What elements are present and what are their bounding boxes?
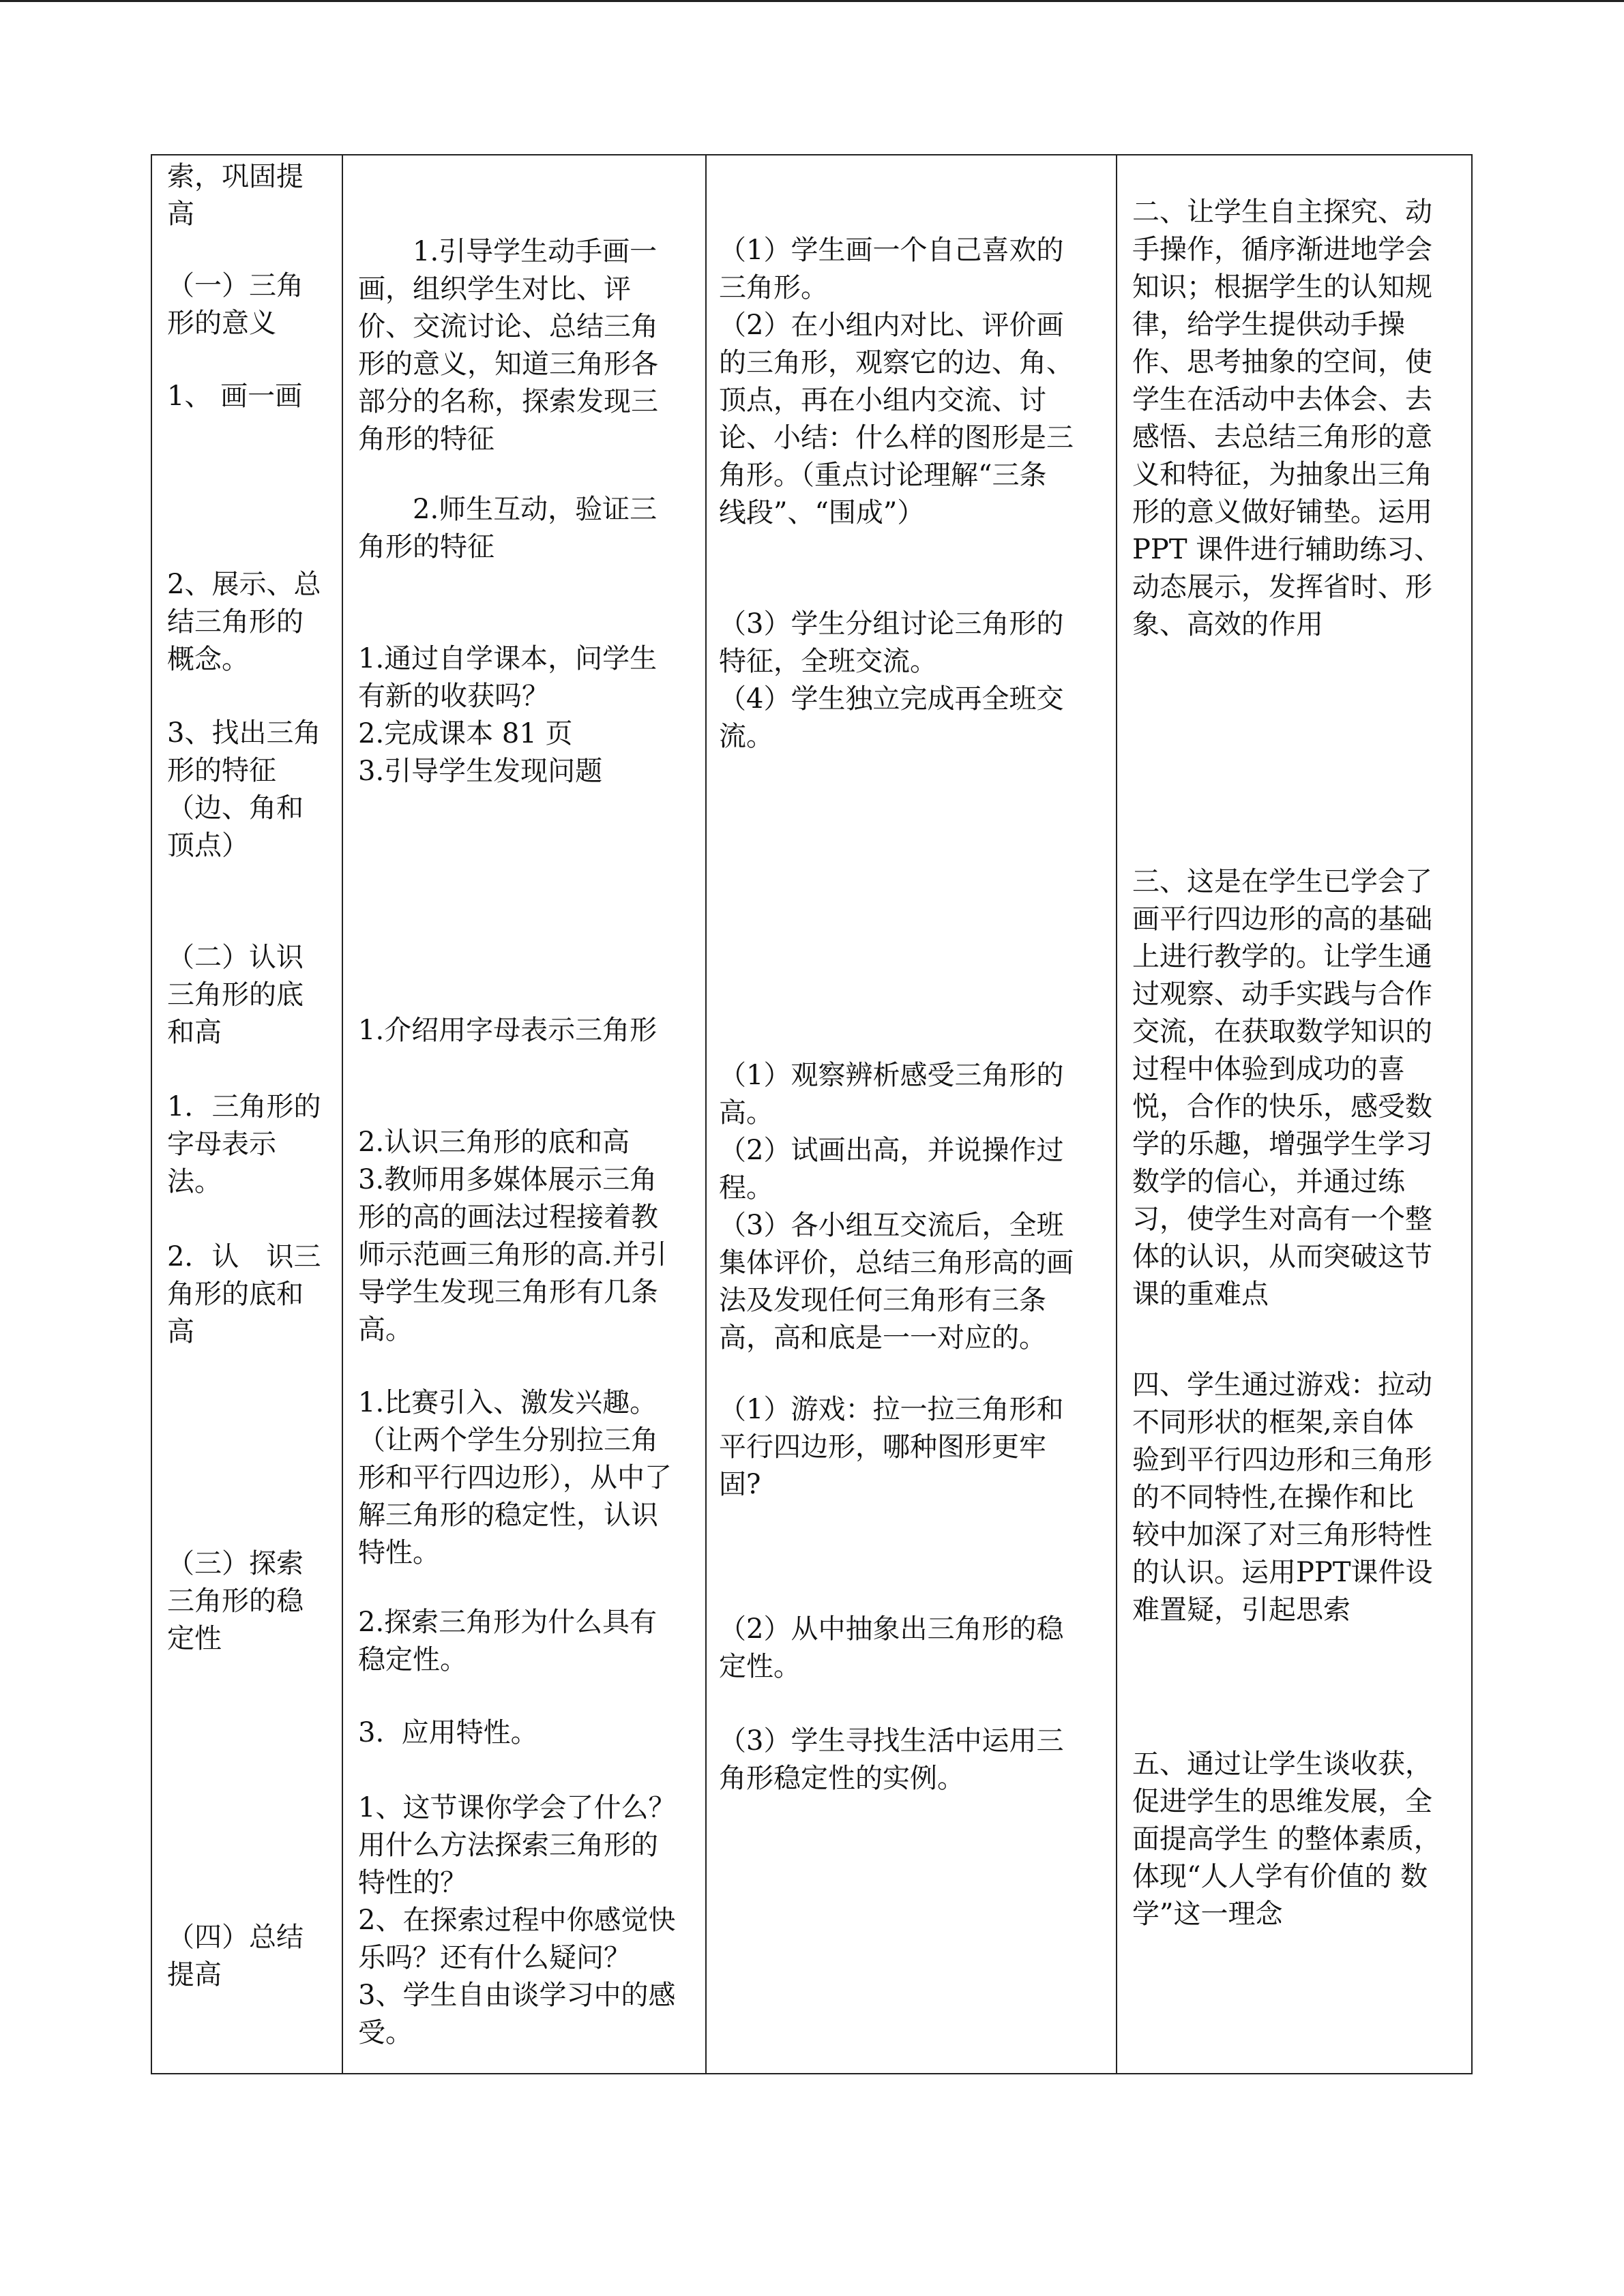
intent-text: 二、让学生自主探究、动 手操作，循序渐进地学会 知识；根据学生的认知规 律，给学生提供动手操 作、思考抽象的空间，使 学生在活动中去体会、去 感悟、去总结三角形的意 义和特征，为抽象出三角 形的意义做好铺垫。运用 PPT 课件进行辅助练习、 动态展示，发挥省时、形 象、高效的作用 — [1132, 196, 1442, 640]
intent-text: 五、通过让学生谈收获， 促进学生的思维发展，全 面提高学生 的整体素质， 体现“人人学有价值的 数 学”这一理念 — [1132, 1748, 1441, 1930]
student-text: （1）观察辨析感受三角形的 高。 （2）试画出高，并说操作过 程。 （3）各小组互交流后，全班 集体评价，总结三角形高的画 法及发现任何三角形有三条 高，高和底是一一对应的。 — [719, 1060, 1074, 1354]
stage-text: 1、 画一画 — [167, 381, 303, 412]
teacher-text: 1.比赛引入、激发兴趣。 （让两个学生分别拉三角 形和平行四边形），从中了 解三角形的稳定性，认识 特性。 — [358, 1387, 672, 1568]
student-text: （1）游戏：拉一拉三角形和 平行四边形，哪种图形更牢 固? — [719, 1394, 1064, 1500]
teacher-text: 1.通过自学课本，问学生 有新的收获吗？ 2.完成课本 81 页 3.引导学生发现问题 — [358, 643, 658, 787]
teacher-text: 2.探索三角形为什么具有 稳定性。 — [358, 1607, 658, 1675]
teacher-text: 1.引导学生动手画一 画，组织学生对比、评 价、交流讨论、总结三角 形的意义，知道三角形各 部分的名称，探索发现三 角形的特征 — [358, 236, 658, 455]
stage-text: 索，巩固提 高 — [167, 161, 304, 230]
student-text: （3）学生分组讨论三角形的 特征，全班交流。 （4）学生独立完成再全班交 流。 — [719, 608, 1064, 752]
page-top-border — [0, 0, 1624, 2]
teacher-text: 1、这节课你学会了什么？ 用什么方法探索三角形的 特性的？ 2、在探索过程中你感觉快 乐吗？还有什么疑问？ 3、学生自由谈学习中的感 受。 — [358, 1792, 676, 2048]
stage-text: 2．认 识三 角形的底和 高 — [167, 1241, 321, 1347]
design-intent-column — [1117, 155, 1473, 2073]
teacher-text: 2.认识三角形的底和高 3.教师用多媒体展示三角 形的高的画法过程接着教 师示范画三角形的高.并引 导学生发现三角形有几条 高。 — [358, 1127, 667, 1345]
stage-text: 1．三角形的 字母表示 法。 — [167, 1091, 321, 1197]
lesson-plan-table — [151, 154, 1473, 2074]
teacher-activity-column — [343, 155, 705, 2073]
stage-text: 2、展示、总 结三角形的 概念。 — [167, 569, 321, 675]
student-activity-column — [707, 155, 1116, 2073]
stage-column — [152, 155, 342, 2073]
student-text: （1）学生画一个自己喜欢的 三角形。 （2）在小组内对比、评价画 的三角形，观察它的边、角、 顶点，再在小组内交流、讨 论、小结：什么样的图形是三 角形。（重点讨论理解“三条 线段”、“围成”） — [719, 235, 1074, 528]
intent-text: 三、这是在学生已学会了 画平行四边形的高的基础 上进行教学的。让学生通 过观察、动手实践与合作 交流，在获取数学知识的 过程中体验到成功的喜 悦，合作的快乐，感受数 学的乐趣，增强学生学习 数学的信心，并通过练 习，使学生对高有一个整 体的认识，从而突破这节 课的重难点 — [1132, 866, 1432, 1310]
teacher-text: 3. 应用特性。 — [358, 1717, 538, 1748]
stage-text: （一）三角 形的意义 — [167, 270, 304, 339]
intent-text: 四、学生通过游戏：拉动 不同形状的框架,亲自体 验到平行四边形和三角形 的不同特性,在操作和比 较中加深了对三角形特性 的认识。运用PPT课件设 难置疑，引起思索 — [1132, 1369, 1433, 1626]
stage-text: （三）探索 三角形的稳 定性 — [167, 1548, 304, 1654]
student-text: （3）学生寻找生活中运用三 角形稳定性的实例。 — [719, 1725, 1064, 1794]
teacher-text: 1.介绍用字母表示三角形 — [358, 1015, 658, 1046]
student-text: （2）从中抽象出三角形的稳 定性。 — [719, 1613, 1064, 1682]
stage-text: （二）认识 三角形的底 和高 — [167, 942, 304, 1048]
stage-text: 3、找出三角 形的特征 （边、角和 顶点） — [167, 717, 321, 861]
stage-text: （四）总结 提高 — [167, 1922, 304, 1991]
teacher-text: 2.师生互动，验证三 角形的特征 — [358, 494, 658, 563]
